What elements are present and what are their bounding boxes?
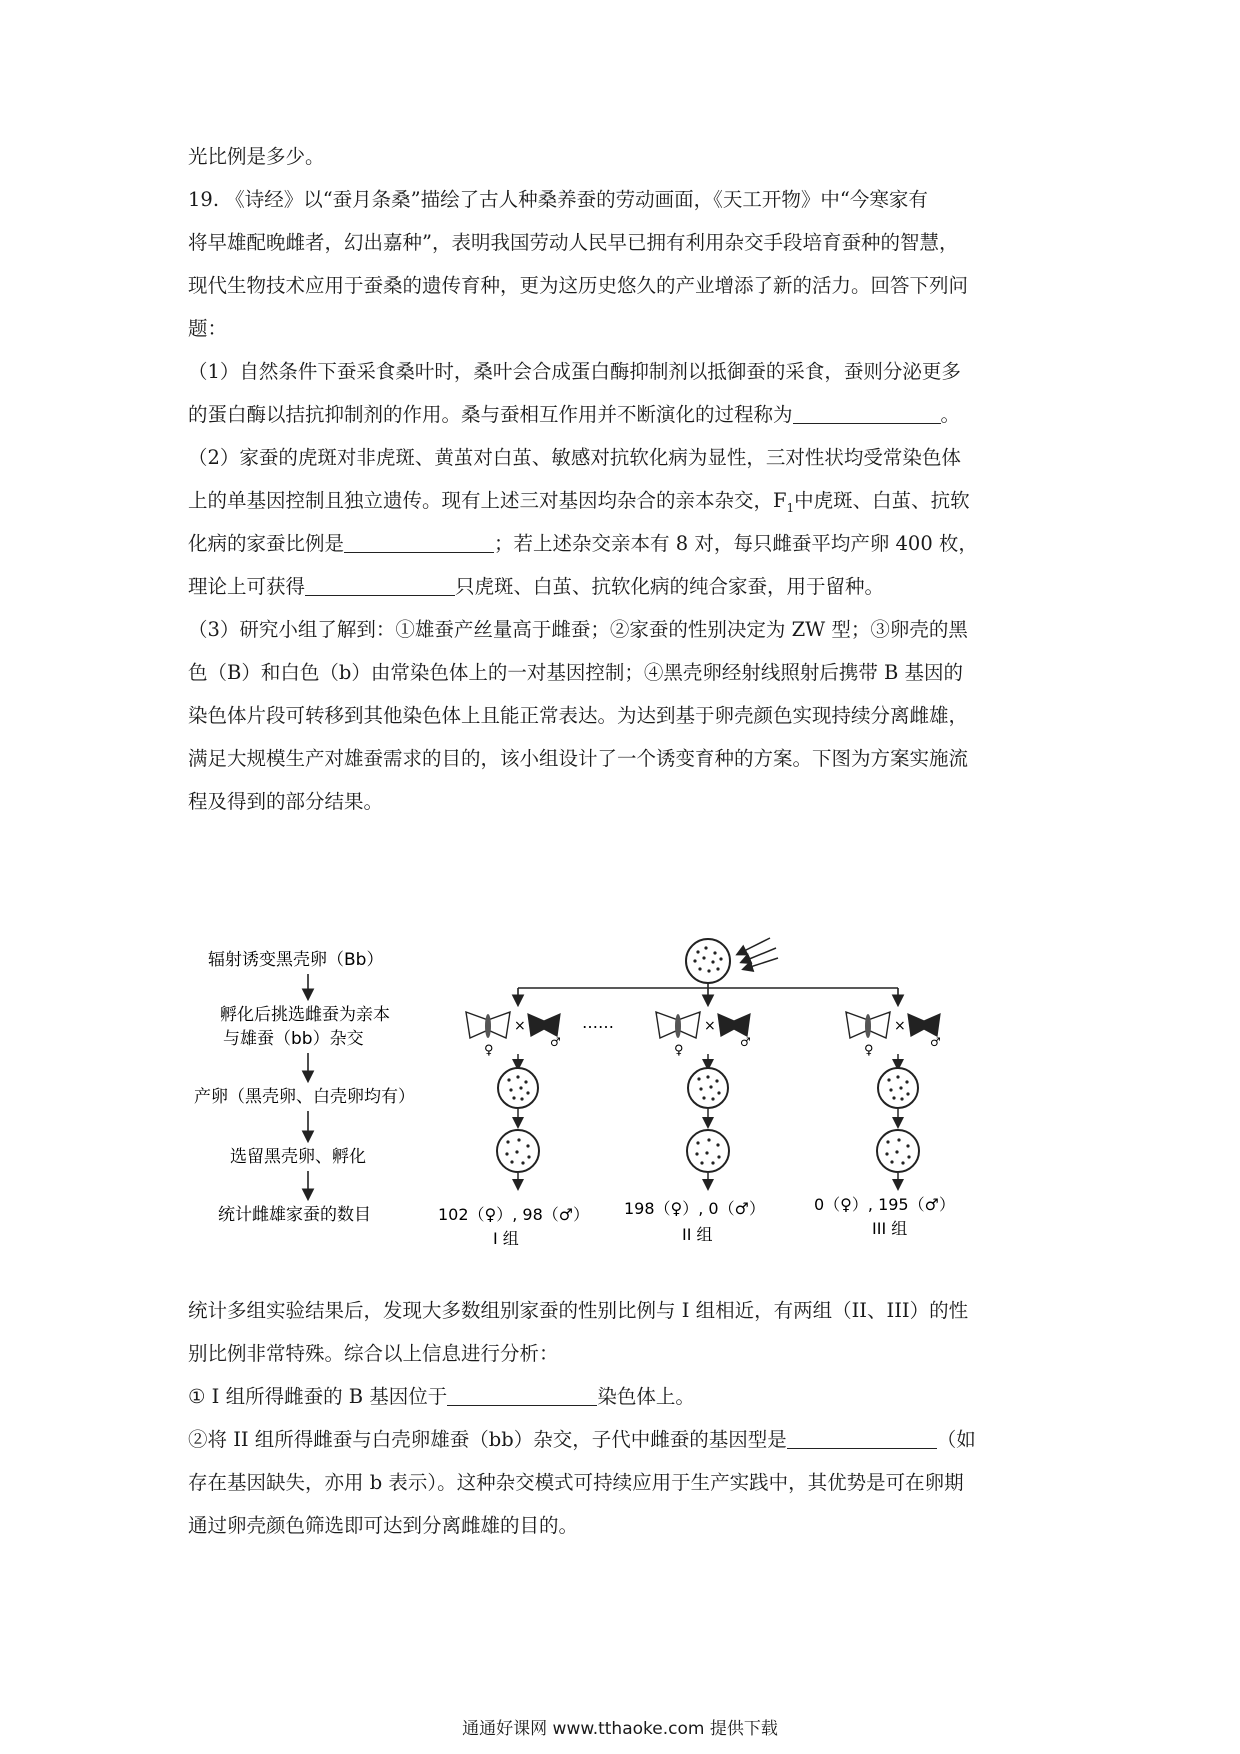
text-line: 程及得到的部分结果。 [188, 790, 384, 813]
text-line [188, 1427, 976, 1453]
text-line: 满足大规模生产对雄蚕需求的目的，该小组设计了一个诱变育种的方案。下图为方案实施流 [188, 747, 969, 770]
text-line: 色（B）和白色（b）由常染色体上的一对基因控制；④黑壳卵经射线照射后携带 B 基因的 [188, 661, 964, 684]
cross-symbol: × [894, 1018, 906, 1034]
male-symbol: ♂ [550, 1035, 561, 1049]
egg-mixed [878, 1068, 918, 1108]
irradiated-egg [686, 939, 730, 983]
text-segment: 上的单基因控制且独立遗传。现有上述三对基因均杂合的亲本杂交，F [188, 489, 787, 512]
text-line: 题： [188, 317, 228, 340]
moth-body [675, 1014, 681, 1038]
group-2-label: II 组 [682, 1225, 713, 1244]
subscript: 1 [786, 500, 795, 515]
breeding-flow-diagram [188, 928, 1068, 1278]
text-line: 统计多组实验结果后，发现大多数组别家蚕的性别比例与 I 组相近，有两组（II、III）的性 [188, 1299, 969, 1322]
answer-blank[interactable] [344, 532, 494, 553]
page-footer: 通通好课网 www.tthaoke.com 提供下载 [462, 1719, 778, 1739]
group-2-result: 198（♀）, 0（♂） [624, 1199, 765, 1218]
group-2-cross [656, 1012, 751, 1058]
female-symbol: ♀ [674, 1043, 684, 1058]
flow-step-1: 辐射诱变黑壳卵（Bb） [208, 950, 384, 970]
text-segment: 染色体上。 [597, 1385, 695, 1408]
text-line [188, 574, 884, 600]
subquestion-3: （3）研究小组了解到：①雄蚕产丝量高于雌蚕；②家蚕的性别决定为 ZW 型；③卵壳的黑 [188, 618, 968, 641]
answer-blank[interactable] [447, 1385, 597, 1406]
egg-mixed [688, 1068, 728, 1108]
text-segment: ① I 组所得雌蚕的 B 基因位于 [188, 1385, 448, 1408]
ellipsis: …… [582, 1013, 614, 1032]
text-line: 通过卵壳颜色筛选即可达到分离雌雄的目的。 [188, 1514, 579, 1537]
text-line: 存在基因缺失，亦用 b 表示）。这种杂交模式可持续应用于生产实践中，其优势是可在卵期 [188, 1471, 964, 1494]
group-1-result: 102（♀）, 98（♂） [438, 1205, 590, 1224]
text-line [188, 402, 960, 428]
flow-step-2a: 孵化后挑选雌蚕为亲本 [220, 1005, 390, 1025]
answer-blank[interactable] [787, 1428, 937, 1449]
text-segment: 。 [940, 403, 961, 426]
moth-body [485, 1014, 491, 1038]
male-moth-icon [528, 1014, 560, 1036]
male-symbol: ♂ [930, 1035, 941, 1049]
text-line [188, 488, 970, 521]
group-3-label: III 组 [872, 1219, 908, 1238]
text-segment: 中虎斑、白茧、抗软 [794, 489, 970, 512]
female-symbol: ♀ [484, 1043, 494, 1058]
group-3-cross [846, 1012, 941, 1058]
text-segment: ②将 II 组所得雌蚕与白壳卵雄蚕（bb）杂交，子代中雌蚕的基因型是 [188, 1428, 787, 1451]
cross-symbol: × [514, 1018, 526, 1034]
egg-mixed [498, 1068, 538, 1108]
text-segment: ；若上述杂交亲本有 8 对，每只雌蚕平均产卵 400 枚， [494, 532, 978, 555]
text-segment: 理论上可获得 [188, 575, 306, 598]
text-line [188, 1384, 695, 1410]
male-moth-icon [908, 1014, 940, 1036]
male-moth-icon [718, 1014, 750, 1036]
radiation-rays-icon [738, 938, 778, 969]
group-3-result: 0（♀）, 195（♂） [814, 1195, 955, 1214]
moth-body [865, 1014, 871, 1038]
text-line: 别比例非常特殊。综合以上信息进行分析： [188, 1342, 559, 1365]
text-line: 染色体片段可转移到其他染色体上且能正常表达。为达到基于卵壳颜色实现持续分离雌雄， [188, 704, 969, 727]
group-1-cross [466, 1012, 561, 1058]
flow-step-2b: 与雄蚕（bb）杂交 [223, 1029, 364, 1049]
question-19-title: 19. 《诗经》以“蚕月条桑”描绘了古人种桑养蚕的劳动画面，《天工开物》中“今寒家有 [188, 188, 928, 211]
text-segment: 化病的家蚕比例是 [188, 532, 345, 555]
text-line: 光比例是多少。 [188, 145, 325, 168]
text-line: 现代生物技术应用于蚕桑的遗传育种，更为这历史悠久的产业增添了新的活力。回答下列问 [188, 274, 969, 297]
text-segment: （如 [936, 1428, 976, 1451]
subquestion-1: （1）自然条件下蚕采食桑叶时，桑叶会合成蛋白酶抑制剂以抵御蚕的采食，蚕则分泌更多 [188, 360, 961, 383]
flow-step-3: 产卵（黑壳卵、白壳卵均有） [194, 1087, 415, 1107]
answer-blank[interactable] [793, 403, 941, 424]
flow-step-5: 统计雌雄家蚕的数目 [218, 1205, 371, 1225]
male-symbol: ♂ [740, 1035, 751, 1049]
text-line [188, 531, 978, 557]
text-line: 将早雄配晚雌者，幻出嘉种”，表明我国劳动人民早已拥有利用杂交手段培育蚕种的智慧， [188, 231, 959, 254]
text-segment: 只虎斑、白茧、抗软化病的纯合家蚕，用于留种。 [455, 575, 885, 598]
group-1-label: I 组 [493, 1229, 519, 1248]
answer-blank[interactable] [305, 575, 455, 596]
text-segment: 的蛋白酶以拮抗抑制剂的作用。桑与蚕相互作用并不断演化的过程称为 [188, 403, 793, 426]
female-symbol: ♀ [864, 1043, 874, 1058]
egg-black [687, 1130, 729, 1172]
cross-symbol: × [704, 1018, 716, 1034]
flow-step-4: 选留黑壳卵、孵化 [230, 1147, 366, 1167]
subquestion-2: （2）家蚕的虎斑对非虎斑、黄茧对白茧、敏感对抗软化病为显性，三对性状均受常染色体 [188, 446, 961, 469]
